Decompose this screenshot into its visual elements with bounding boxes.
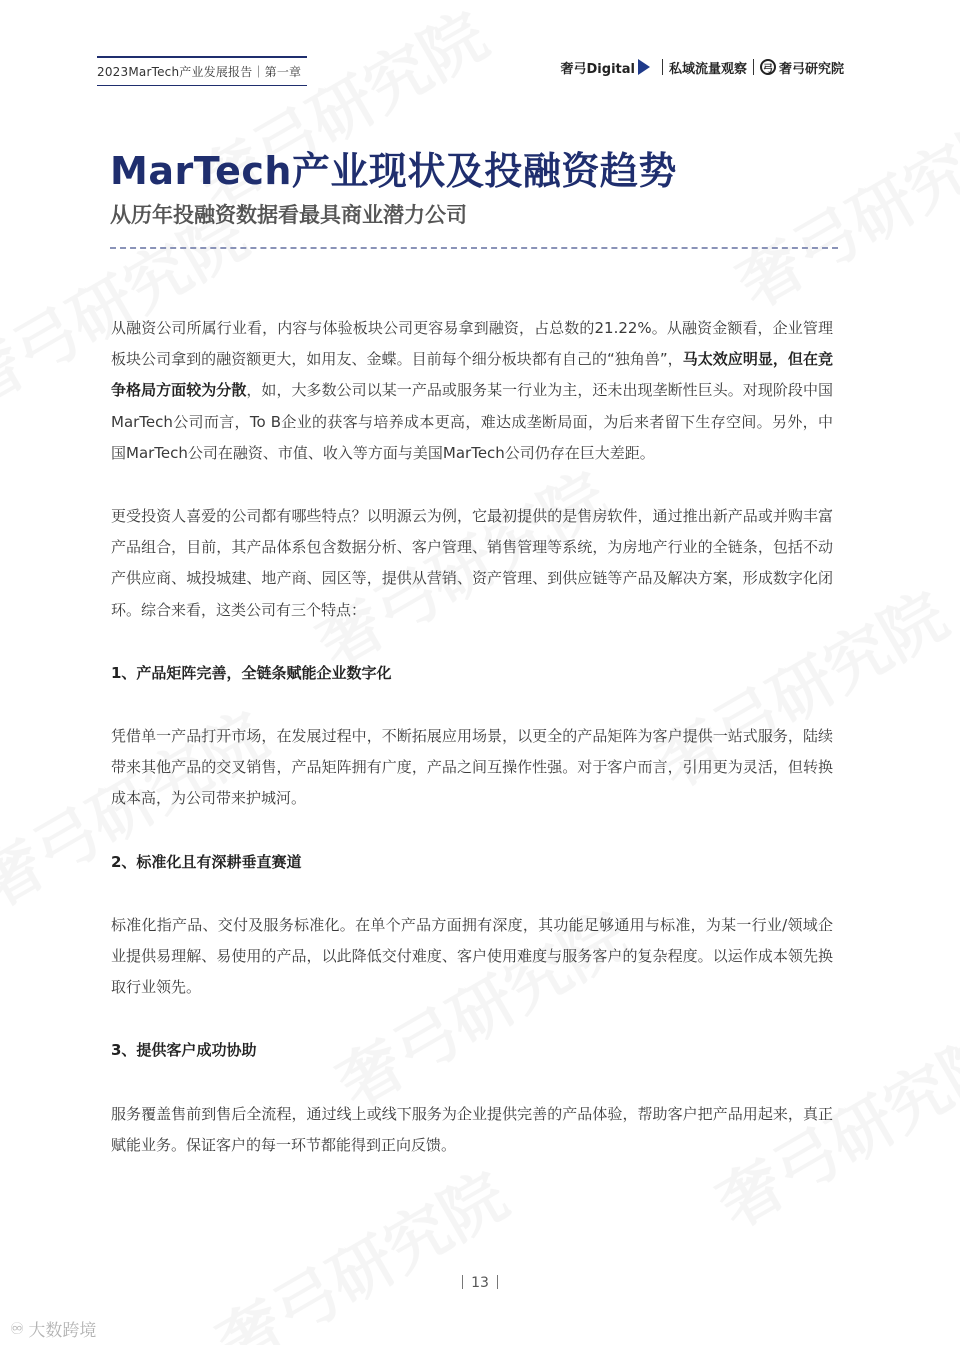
paragraph: 更受投资人喜爱的公司都有哪些特点？以明源云为例，它最初提供的是售房软件，通过推出新产品或并购丰富产品组合，目前，其产品体系包含数据分析、客户管理、销售管理等系统，为房地产行业的全链条，包括不动产供应商、城投城建、地产商、园区等，提供从营销、资产管理、到供应链等产品及解决方案，形成数字化闭环。综合来看，这类公司有三个特点： xyxy=(111,507,833,619)
corner-logo xyxy=(10,1316,96,1341)
paragraph: 服务覆盖售前到售后全流程，通过线上或线下服务为企业提供完善的产品体验，帮助客户把产品用起来，真正赋能业务。保证客户的每一环节都能得到正向反馈。 xyxy=(111,1104,833,1154)
brand-private: 私域流量观察 xyxy=(668,61,747,77)
section-heading: 2、标准化且有深耕垂直赛道 xyxy=(111,852,302,871)
article-body xyxy=(111,313,833,1161)
paragraph: 凭借单一产品打开市场，在发展过程中，不断拓展应用场景，以更全的产品矩阵为客户提供一站式服务，陆续带来其他产品的交叉销售，产品矩阵拥有广度，产品之间互操作性强。对于客户而言，引用更为灵活，但转换成本高，为公司带来护城河。 xyxy=(111,727,833,808)
logo-icon: ♾ xyxy=(10,1319,25,1338)
brand-digital: 奢弓Digital xyxy=(560,61,635,77)
section-heading: 3、提供客户成功协助 xyxy=(111,1041,257,1060)
header-bottom-rule xyxy=(97,85,307,86)
brand-divider xyxy=(662,59,663,75)
report-label: 2023MarTech产业发展报告｜第一章 xyxy=(97,65,302,79)
dashed-divider xyxy=(110,247,838,249)
page-number-value: 13 xyxy=(471,1275,489,1291)
paragraph xyxy=(111,313,833,469)
report-header xyxy=(97,56,307,86)
brand-divider xyxy=(753,59,754,75)
corner-logo-text: 大数跨境 xyxy=(28,1321,97,1341)
page-number-bar xyxy=(497,1275,498,1289)
page-number-bar xyxy=(462,1275,463,1289)
page-subtitle: 从历年投融资数据看最具商业潜力公司 xyxy=(110,203,467,227)
brand-circle-icon: 弓 xyxy=(760,59,776,75)
page-number xyxy=(0,1275,960,1291)
paragraph-text: ，如，大多数公司以某一产品或服务某一行业为主，还未出现垄断性巨头。对现阶段中国MarTech公司而言，To B企业的获客与培养成本更高，难达成垄断局面，为后来者留下生存空间。另外，中国MarTech公司在融资、市值、收入等方面与美国MarTech公司仍存在巨大差距。 xyxy=(111,381,833,462)
brand-bar xyxy=(561,56,844,78)
paragraph-emphasis: 马太效应明显，但在竞争格局方面较为分散 xyxy=(111,350,833,400)
watermark xyxy=(198,1146,521,1345)
paragraph-text: 从融资公司所属行业看，内容与体验板块公司更容易拿到融资，占总数的21.22%。从融资金额看，企业管理板块公司拿到的融资额更大，如用友、金蝶。目前每个细分板块都有自己的“独角兽”， xyxy=(111,319,833,369)
page-title: MarTech产业现状及投融资趋势 xyxy=(110,149,677,193)
brand-institute: 奢弓研究院 xyxy=(778,61,844,77)
watermark xyxy=(718,86,960,326)
chevron-right-icon xyxy=(638,59,650,75)
paragraph: 标准化指产品、交付及服务标准化。在单个产品方面拥有深度，其功能足够通用与标准，为某一行业/领域企业提供易理解、易使用的产品，以此降低交付难度、客户使用难度与服务客户的复杂程度。以运作成本领先换取行业领先。 xyxy=(111,915,833,997)
header-top-rule xyxy=(97,56,307,58)
section-heading: 1、产品矩阵完善，全链条赋能企业数字化 xyxy=(111,663,392,682)
